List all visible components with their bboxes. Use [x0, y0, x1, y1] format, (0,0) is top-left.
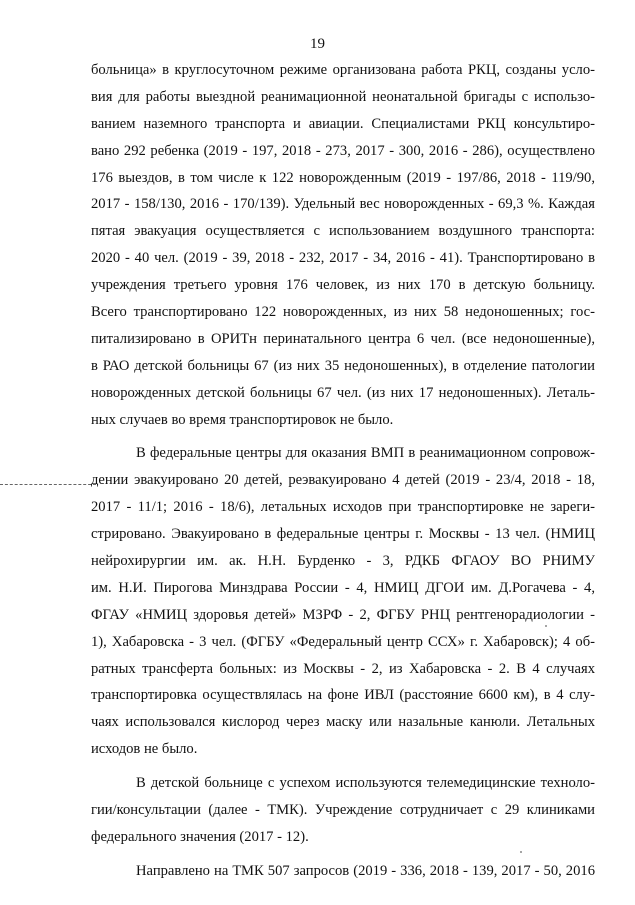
text-line: федерального значения (2017 - 12). — [91, 828, 309, 845]
text-line: 2017 - 158/130, 2016 - 170/139). Удельный вес новорожденных - 69,3 %. Каждая — [91, 196, 595, 213]
text-line: вано 292 ребенка (2019 - 197, 2018 - 273, 2017 - 300, 2016 - 286), осуществлено — [91, 142, 595, 159]
text-line: питализировано в ОРИТн перинатального центра 6 чел. (все недоношенные), — [91, 330, 595, 347]
text-line: Всего транспортировано 122 новорожденных, из них 58 недоношенных; гос- — [91, 304, 595, 321]
text-line: 176 выездов, в том числе к 122 новорожденным (2019 - 197/86, 2018 - 119/90, — [91, 169, 595, 186]
paragraph — [91, 57, 595, 433]
scan-artifact-dashes — [0, 484, 96, 485]
text-line: В детской больнице с успехом используются телемедицинские техноло- — [136, 775, 595, 792]
paragraph — [91, 858, 595, 885]
text-line: нейрохирургии им. ак. Н.Н. Бурденко - 3, РДКБ ФГАОУ ВО РНИМУ — [91, 553, 595, 570]
text-line: вия для работы выездной реанимационной неонатальной бригады с использо- — [91, 88, 595, 105]
text-line: транспортировка осуществлялась на фоне ИВЛ (расстояние 6600 км), в 4 слу- — [91, 687, 595, 704]
text-line: ФГАУ «НМИЦ здоровья детей» МЗРФ - 2, ФГБУ РНЦ рентгенорадиологии - — [91, 606, 595, 623]
text-line: ных случаев во время транспортировок не было. — [91, 411, 394, 428]
text-line: им. Н.И. Пирогова Минздрава России - 4, НМИЦ ДГОИ им. Д.Рогачева - 4, — [91, 579, 595, 596]
text-line: В федеральные центры для оказания ВМП в реанимационном сопровож- — [136, 445, 595, 462]
text-line: ратных трансферта больных: из Москвы - 2, из Хабаровска - 2. В 4 случаях — [91, 660, 595, 677]
text-line: в РАО детской больницы 67 (из них 35 недоношенных), в отделение патологии — [91, 357, 595, 374]
text-line: учреждения третьего уровня 176 человек, из них 170 в детскую больницу. — [91, 277, 595, 294]
text-line: чаях использовался кислород через маску или назальные канюли. Летальных — [91, 714, 595, 731]
text-line: новорожденных детской больницы 67 чел. (из них 17 недоношенных). Леталь- — [91, 384, 595, 401]
document-body — [91, 57, 595, 885]
text-line: пятая эвакуация осуществляется с использованием воздушного транспорта: — [91, 223, 595, 240]
text-line: 2017 - 11/1; 2016 - 18/6), летальных исходов при транспортировке не зареги- — [91, 499, 595, 516]
text-line: гии/консультации (далее - ТМК). Учреждение сотрудничает с 29 клиниками — [91, 802, 595, 819]
paragraph — [91, 440, 595, 763]
text-line: дении эвакуировано 20 детей, реэвакуировано 4 детей (2019 - 23/4, 2018 - 18, — [91, 472, 595, 489]
page-number: 19 — [310, 36, 325, 52]
text-line: 2020 - 40 чел. (2019 - 39, 2018 - 232, 2017 - 34, 2016 - 41). Транспортировано в — [91, 250, 595, 267]
text-line: исходов не было. — [91, 741, 198, 758]
text-line: ванием наземного транспорта и авиации. Специалистами РКЦ консультиро- — [91, 115, 595, 132]
text-line: 1), Хабаровска - 3 чел. (ФГБУ «Федеральный центр ССХ» г. Хабаровск); 4 об- — [91, 633, 595, 650]
text-line: стрировано. Эвакуировано в федеральные центры г. Москвы - 13 чел. (НМИЦ — [91, 526, 595, 543]
text-line: Направлено на ТМК 507 запросов (2019 - 336, 2018 - 139, 2017 - 50, 2016 — [136, 862, 595, 879]
paragraph — [91, 770, 595, 851]
text-line: больница» в круглосуточном режиме организована работа РКЦ, созданы усло- — [91, 62, 595, 78]
